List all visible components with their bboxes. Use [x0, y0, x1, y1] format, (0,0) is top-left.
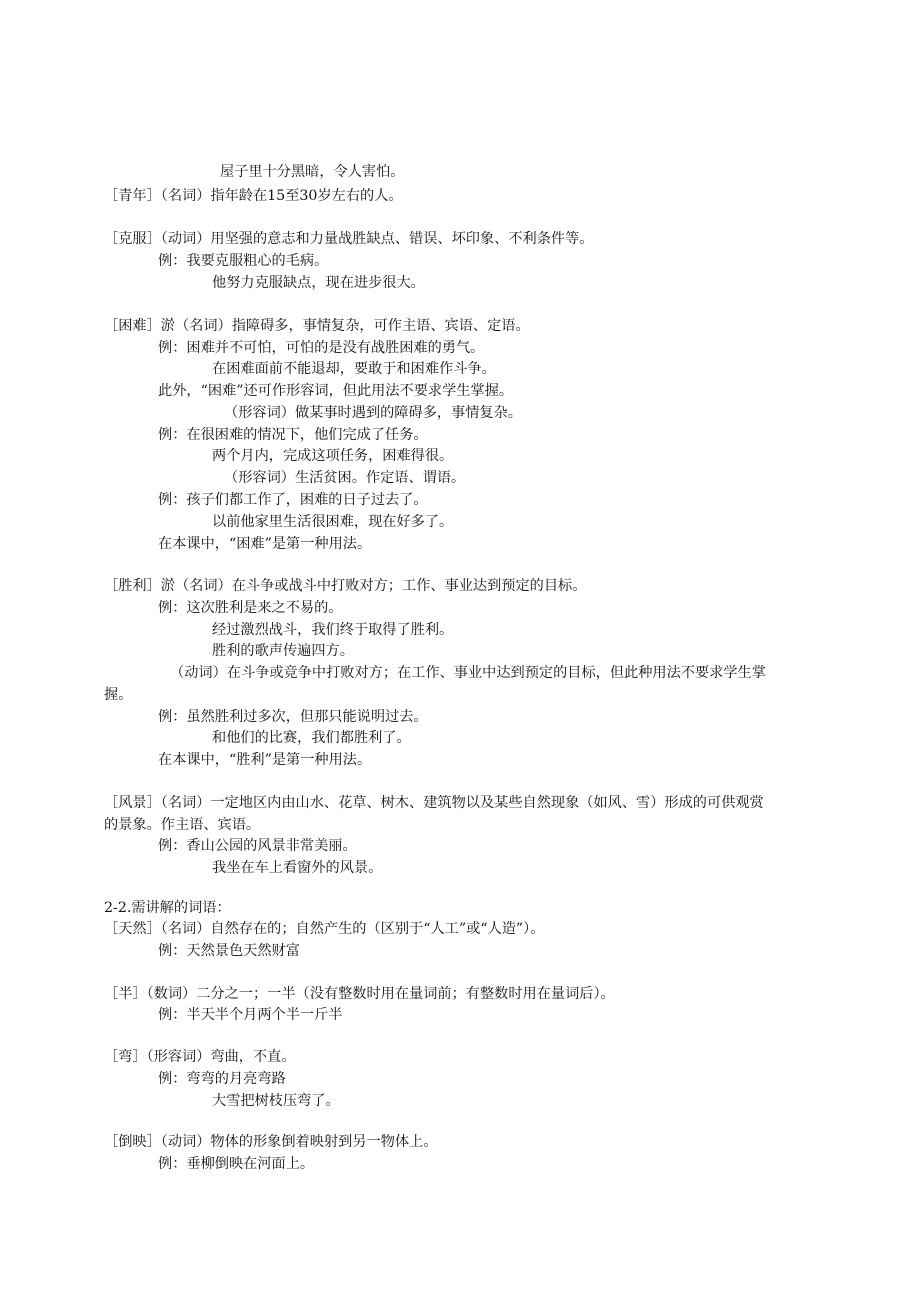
- example-line: 他努力克服缺点，现在进步很大。: [212, 275, 425, 291]
- example-line: 例：孩子们都工作了，困难的日子过去了。: [158, 492, 428, 508]
- example-line: 例：天然景色天然财富: [158, 943, 300, 959]
- example-line: 例：在很困难的情况下，他们完成了任务。: [158, 427, 428, 443]
- entry-cont: 的景象。作主语、宾语。: [104, 817, 261, 833]
- entry-fengjing: ［风景］（名词）一定地区内由山水、花草、树木、建筑物以及某些自然现象（如风、雪）形成的可供观赏: [104, 795, 764, 811]
- example-line: 经过激烈战斗，我们终于取得了胜利。: [212, 622, 454, 638]
- entry-kefu: ［克服］（动词）用坚强的意志和力量战胜缺点、错误、坏印象、不利条件等。: [104, 231, 594, 247]
- example-line: 两个月内，完成这项任务，困难得很。: [212, 448, 454, 464]
- example-line: 例：虽然胜利过多次，但那只能说明过去。: [158, 709, 428, 725]
- entry-tianran: ［天然］（名词）自然存在的；自然产生的（区别于“人工”或“人造”）。: [104, 921, 545, 937]
- example-line: 例：香山公园的风景非常美丽。: [158, 838, 357, 854]
- sense-line: （动词）在斗争或竞争中打败对方；在工作、事业中达到预定的目标，但此种用法不要求学生掌: [170, 665, 766, 681]
- section-heading: 2-2.需讲解的词语：: [104, 900, 231, 916]
- note-line: 此外，“困难”还可作形容词，但此用法不要求学生掌握。: [158, 383, 514, 399]
- example-line: 大雪把树枝压弯了。: [212, 1093, 340, 1109]
- sense-line-cont: 握。: [104, 687, 133, 703]
- note-line: 在本课中，“困难”是第一种用法。: [158, 536, 372, 552]
- example-line: 例：垂柳倒映在河面上。: [158, 1156, 315, 1172]
- example-line: 和他们的比赛，我们都胜利了。: [212, 730, 411, 746]
- text-line: 屋子里十分黑暗，令人害怕。: [220, 164, 405, 180]
- entry-wan: ［弯］（形容词）弯曲，不直。: [104, 1049, 296, 1065]
- entry-ban: ［半］（数词）二分之一；一半（没有整数时用在量词前；有整数时用在量词后）。: [104, 986, 615, 1002]
- example-line: 我坐在车上看窗外的风景。: [212, 860, 383, 876]
- entry-qingnian: ［青年］（名词）指年龄在15至30岁左右的人。: [104, 188, 403, 204]
- entry-shengli: ［胜利］淤（名词）在斗争或战斗中打败对方；工作、事业达到预定的目标。: [104, 578, 587, 594]
- example-line: 胜利的歌声传遍四方。: [212, 643, 354, 659]
- example-line: 例：这次胜利是来之不易的。: [158, 600, 343, 616]
- example-line: 以前他家里生活很困难，现在好多了。: [212, 514, 454, 530]
- example-line: 在困难面前不能退却，要敢于和困难作斗争。: [212, 361, 496, 377]
- example-line: 例：困难并不可怕，可怕的是没有战胜困难的勇气。: [158, 340, 485, 356]
- sense-line: （形容词）生活贫困。作定语、谓语。: [224, 470, 466, 486]
- note-line: 在本课中，“胜利”是第一种用法。: [158, 752, 372, 768]
- sense-line: （形容词）做某事时遇到的障碍多，事情复杂。: [224, 405, 522, 421]
- example-line: 例：半天半个月两个半一斤半: [158, 1007, 343, 1023]
- entry-daoying: ［倒映］（动词）物体的形象倒着映射到另一物体上。: [104, 1134, 438, 1150]
- example-line: 例：我要克服粗心的毛病。: [158, 253, 329, 269]
- example-line: 例：弯弯的月亮弯路: [158, 1071, 286, 1087]
- entry-kunnan: ［困难］淤（名词）指障碍多，事情复杂，可作主语、宾语、定语。: [104, 318, 530, 334]
